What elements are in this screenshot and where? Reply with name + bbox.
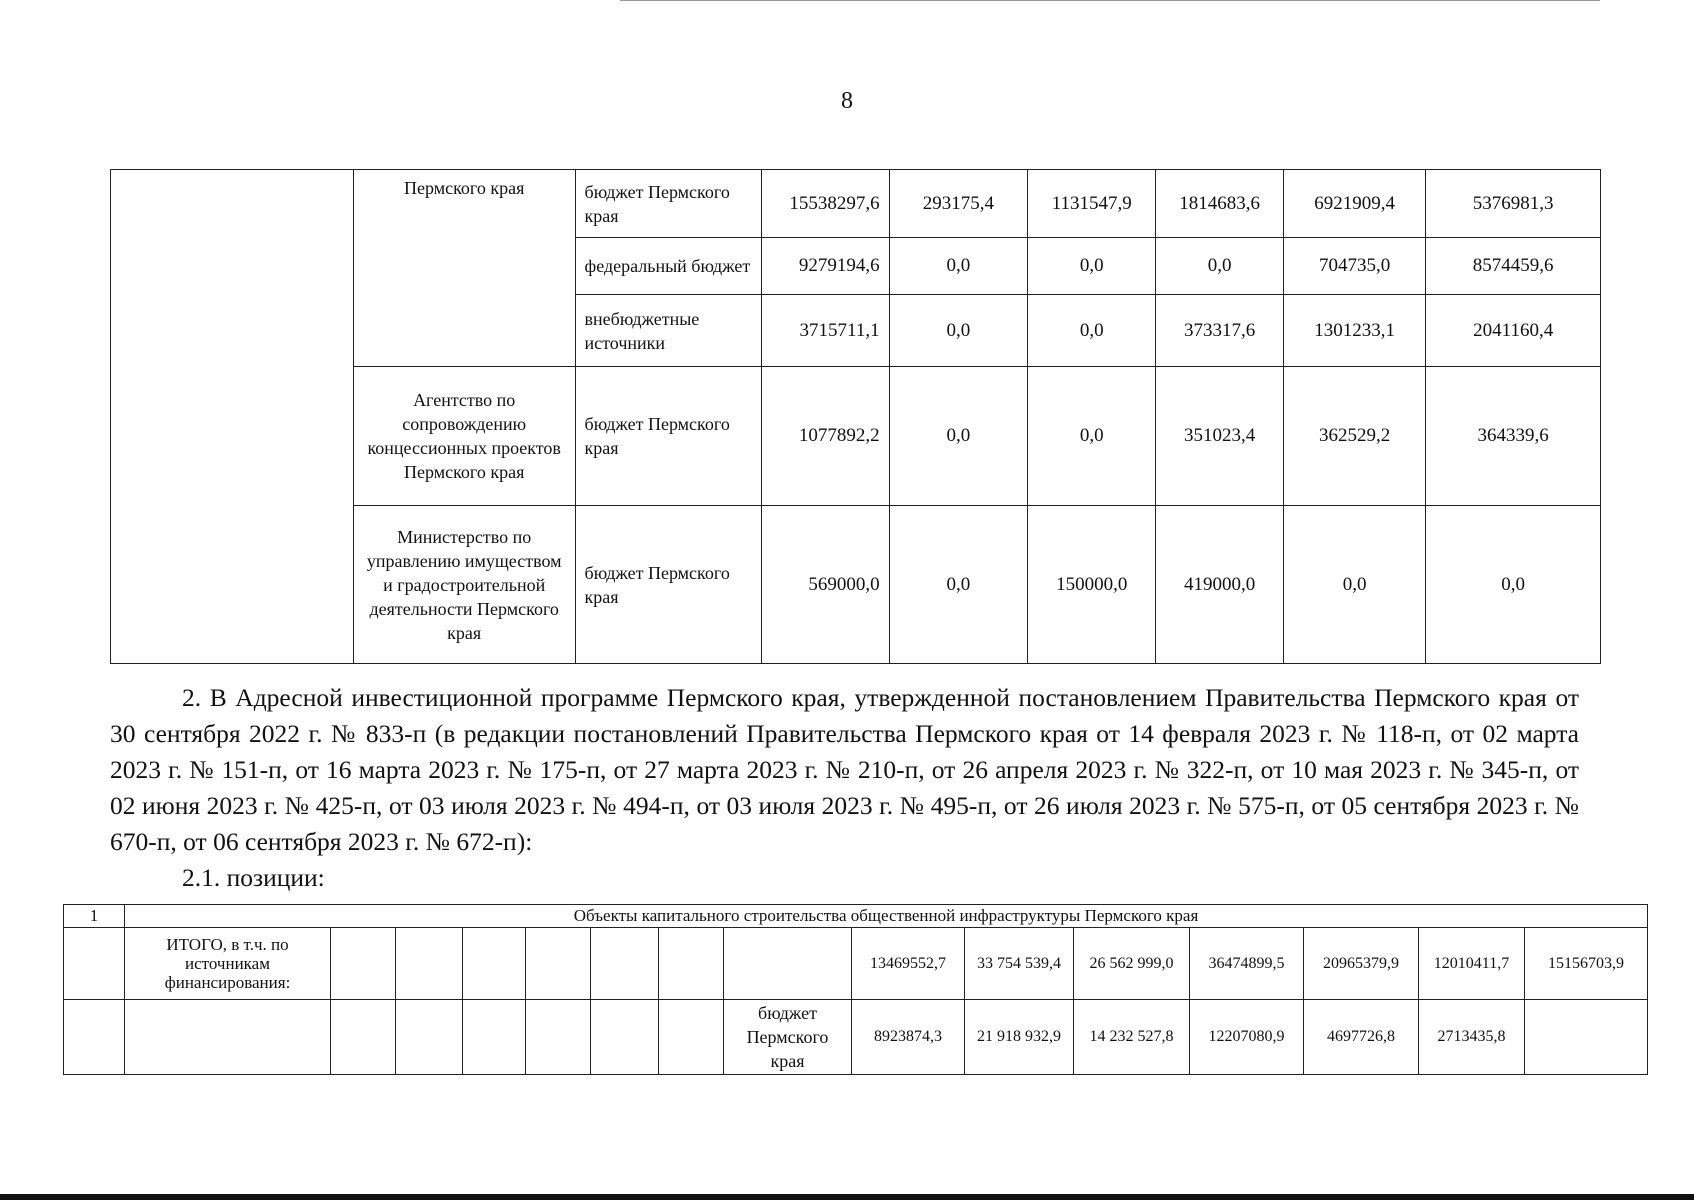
page-number: 8 — [841, 88, 853, 114]
value-cell: 9279194,6 — [762, 238, 889, 295]
table-row — [111, 170, 1601, 238]
value-cell: 4697726,8 — [1304, 1000, 1419, 1075]
amendment-paragraph — [110, 680, 1579, 896]
org-cell: Агентство по сопровождению концессионных проектов Пермского края — [353, 367, 575, 506]
source-label: бюджет Пермского края — [724, 1000, 852, 1075]
value-cell: 36474899,5 — [1190, 928, 1304, 1000]
empty-cell — [591, 928, 659, 1000]
value-cell: 419000,0 — [1156, 506, 1283, 664]
value-cell: 0,0 — [1283, 506, 1425, 664]
value-cell: 704735,0 — [1283, 238, 1425, 295]
value-cell: 5376981,3 — [1426, 170, 1601, 238]
value-cell: 0,0 — [889, 367, 1027, 506]
org-cell: Пермского края — [353, 170, 575, 367]
subitem-heading: 2.1. позиции: — [182, 863, 325, 892]
value-cell: 364339,6 — [1426, 367, 1601, 506]
value-cell: 8574459,6 — [1426, 238, 1601, 295]
value-cell: 14 232 527,8 — [1074, 1000, 1190, 1075]
source-cell: федеральный бюджет — [575, 238, 762, 295]
value-cell: 13469552,7 — [852, 928, 965, 1000]
section-header: Объекты капитального строительства общественной инфраструктуры Пермского края — [125, 905, 1648, 928]
empty-cell — [331, 928, 396, 1000]
value-cell: 362529,2 — [1283, 367, 1425, 506]
value-cell: 20965379,9 — [1304, 928, 1419, 1000]
source-cell: бюджет Пермского края — [575, 367, 762, 506]
empty-cell — [526, 928, 591, 1000]
source-cell: внебюджетные источники — [575, 295, 762, 367]
table-header-row — [64, 905, 1648, 928]
value-cell: 2713435,8 — [1419, 1000, 1525, 1075]
org-cell: Министерство по управлению имуществом и градостроительной деятельности Пермского края — [353, 506, 575, 664]
value-cell: 33 754 539,4 — [965, 928, 1074, 1000]
empty-cell — [396, 1000, 463, 1075]
empty-cell — [125, 1000, 331, 1075]
empty-cell — [64, 1000, 125, 1075]
empty-cell — [526, 1000, 591, 1075]
value-cell: 293175,4 — [889, 170, 1027, 238]
empty-cell — [659, 928, 724, 1000]
empty-cell — [659, 1000, 724, 1075]
value-cell: 0,0 — [1028, 295, 1156, 367]
row-index: 1 — [64, 905, 125, 928]
source-cell: бюджет Пермского края — [575, 506, 762, 664]
value-cell: 0,0 — [1028, 238, 1156, 295]
value-cell: 15156703,9 — [1525, 928, 1648, 1000]
value-cell: 0,0 — [889, 506, 1027, 664]
value-cell: 3715711,1 — [762, 295, 889, 367]
value-cell: 0,0 — [889, 238, 1027, 295]
empty-cell — [64, 928, 125, 1000]
value-cell: 26 562 999,0 — [1074, 928, 1190, 1000]
table-row — [64, 928, 1648, 1000]
value-cell: 1077892,2 — [762, 367, 889, 506]
source-cell: бюджет Пермского края — [575, 170, 762, 238]
value-cell: 21 918 932,9 — [965, 1000, 1074, 1075]
empty-cell — [111, 170, 354, 664]
table-row — [64, 1000, 1648, 1075]
value-cell: 373317,6 — [1156, 295, 1283, 367]
value-cell: 0,0 — [1156, 238, 1283, 295]
empty-cell — [463, 928, 526, 1000]
value-cell: 6921909,4 — [1283, 170, 1425, 238]
scan-top-edge — [620, 0, 1600, 1]
empty-cell — [396, 928, 463, 1000]
value-cell: 569000,0 — [762, 506, 889, 664]
value-cell: 12207080,9 — [1190, 1000, 1304, 1075]
value-cell: 8923874,3 — [852, 1000, 965, 1075]
empty-cell — [724, 928, 852, 1000]
value-cell: 15538297,6 — [762, 170, 889, 238]
value-cell: 351023,4 — [1156, 367, 1283, 506]
value-cell: 0,0 — [1426, 506, 1601, 664]
value-cell: 1814683,6 — [1156, 170, 1283, 238]
paragraph-text: 2. В Адресной инвестиционной программе Пермского края, утвержденной постановлением Правительства Пермского края от 30 сентября 2022 г. № 833-п (в редакции постановлений Правительства Пермского края от 14 февраля 2023 г. № 118-п, от 02 марта 2023 г. № 151-п, от 16 марта 2023 г. № 175-п, от 27 марта 2023 г. № 210-п, от 26 апреля 2023 г. № 322-п, от 10 мая 2023 г. № 345-п, от 02 июня 2023 г. № 425-п, от 03 июля 2023 г. № 494-п, от 03 июля 2023 г. № 495-п, от 26 июля 2023 г. № 575-п, от 05 сентября 2023 г. № 670-п, от 06 сентября 2023 г. № 672-п): — [110, 683, 1579, 856]
value-cell: 150000,0 — [1028, 506, 1156, 664]
empty-cell — [331, 1000, 396, 1075]
scan-bottom-edge — [0, 1194, 1694, 1200]
value-cell: 1301233,1 — [1283, 295, 1425, 367]
value-cell — [1525, 1000, 1648, 1075]
empty-cell — [591, 1000, 659, 1075]
empty-cell — [463, 1000, 526, 1075]
value-cell: 0,0 — [889, 295, 1027, 367]
positions-table — [63, 904, 1648, 1075]
value-cell: 1131547,9 — [1028, 170, 1156, 238]
value-cell: 0,0 — [1028, 367, 1156, 506]
financing-table-upper — [110, 169, 1601, 664]
total-label: ИТОГО, в т.ч. по источникам финансирования: — [125, 928, 331, 1000]
value-cell: 12010411,7 — [1419, 928, 1525, 1000]
value-cell: 2041160,4 — [1426, 295, 1601, 367]
